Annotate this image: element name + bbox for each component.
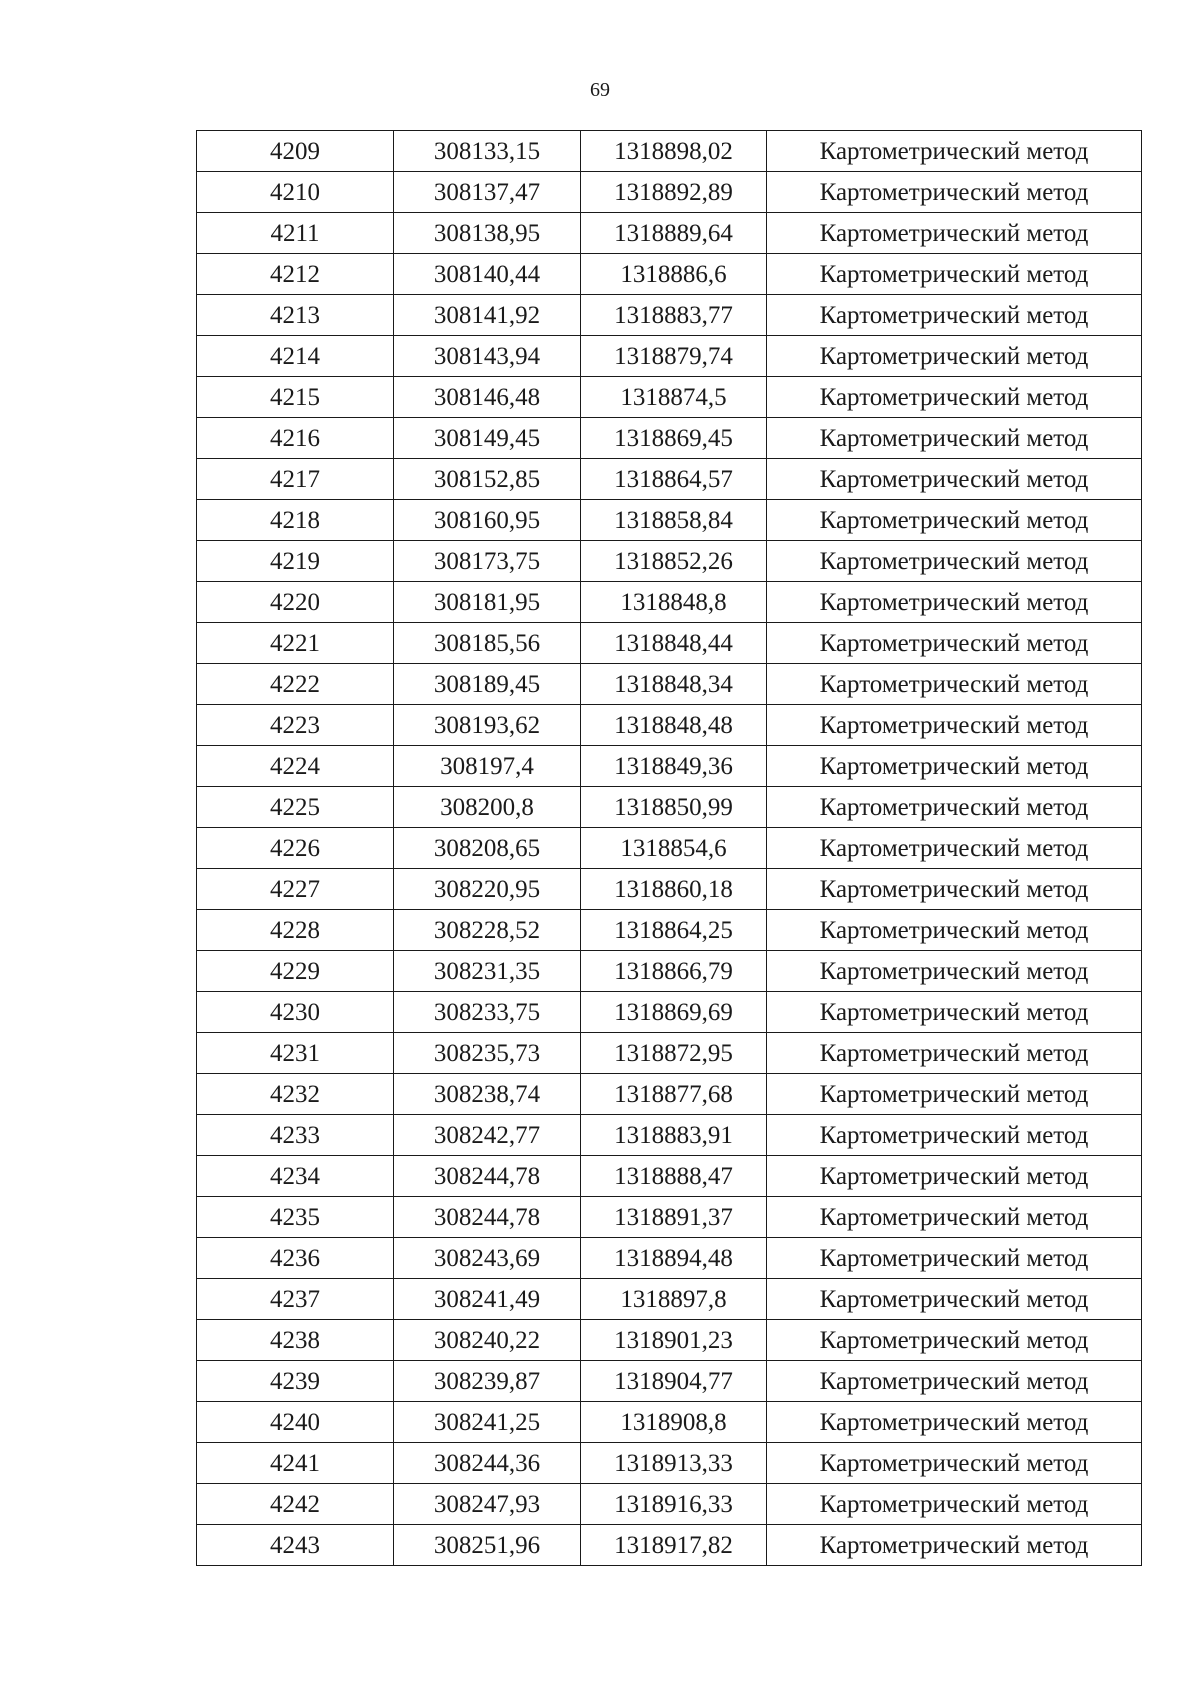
y-coordinate-cell: 1318858,84 <box>581 500 767 541</box>
y-coordinate-cell: 1318883,91 <box>581 1115 767 1156</box>
point-number-cell: 4233 <box>197 1115 394 1156</box>
method-cell: Картометрический метод <box>767 1320 1142 1361</box>
y-coordinate-cell: 1318869,45 <box>581 418 767 459</box>
point-number-cell: 4221 <box>197 623 394 664</box>
x-coordinate-cell: 308133,15 <box>394 131 581 172</box>
point-number-cell: 4227 <box>197 869 394 910</box>
table-row <box>197 1361 1142 1402</box>
method-cell: Картометрический метод <box>767 664 1142 705</box>
method-cell: Картометрический метод <box>767 336 1142 377</box>
method-cell: Картометрический метод <box>767 623 1142 664</box>
point-number-cell: 4234 <box>197 1156 394 1197</box>
method-cell: Картометрический метод <box>767 541 1142 582</box>
table-row <box>197 1033 1142 1074</box>
x-coordinate-cell: 308185,56 <box>394 623 581 664</box>
x-coordinate-cell: 308243,69 <box>394 1238 581 1279</box>
point-number-cell: 4241 <box>197 1443 394 1484</box>
point-number-cell: 4222 <box>197 664 394 705</box>
method-cell: Картометрический метод <box>767 295 1142 336</box>
table-row <box>197 992 1142 1033</box>
method-cell: Картометрический метод <box>767 828 1142 869</box>
x-coordinate-cell: 308193,62 <box>394 705 581 746</box>
table-row <box>197 664 1142 705</box>
table-row <box>197 1402 1142 1443</box>
x-coordinate-cell: 308238,74 <box>394 1074 581 1115</box>
point-number-cell: 4243 <box>197 1525 394 1566</box>
point-number-cell: 4219 <box>197 541 394 582</box>
x-coordinate-cell: 308228,52 <box>394 910 581 951</box>
method-cell: Картометрический метод <box>767 213 1142 254</box>
point-number-cell: 4238 <box>197 1320 394 1361</box>
x-coordinate-cell: 308241,25 <box>394 1402 581 1443</box>
x-coordinate-cell: 308149,45 <box>394 418 581 459</box>
point-number-cell: 4215 <box>197 377 394 418</box>
table-row <box>197 1238 1142 1279</box>
point-number-cell: 4240 <box>197 1402 394 1443</box>
y-coordinate-cell: 1318894,48 <box>581 1238 767 1279</box>
y-coordinate-cell: 1318848,8 <box>581 582 767 623</box>
table-row <box>197 1484 1142 1525</box>
table-row <box>197 787 1142 828</box>
table-row <box>197 1156 1142 1197</box>
table-row <box>197 131 1142 172</box>
point-number-cell: 4217 <box>197 459 394 500</box>
page-number: 69 <box>590 79 610 101</box>
coordinates-table <box>196 130 1142 1566</box>
y-coordinate-cell: 1318877,68 <box>581 1074 767 1115</box>
table-row <box>197 951 1142 992</box>
method-cell: Картометрический метод <box>767 1156 1142 1197</box>
point-number-cell: 4232 <box>197 1074 394 1115</box>
x-coordinate-cell: 308138,95 <box>394 213 581 254</box>
x-coordinate-cell: 308200,8 <box>394 787 581 828</box>
table-row <box>197 1115 1142 1156</box>
point-number-cell: 4210 <box>197 172 394 213</box>
y-coordinate-cell: 1318916,33 <box>581 1484 767 1525</box>
y-coordinate-cell: 1318901,23 <box>581 1320 767 1361</box>
table-row <box>197 172 1142 213</box>
y-coordinate-cell: 1318908,8 <box>581 1402 767 1443</box>
table-row <box>197 213 1142 254</box>
method-cell: Картометрический метод <box>767 418 1142 459</box>
point-number-cell: 4231 <box>197 1033 394 1074</box>
method-cell: Картометрический метод <box>767 500 1142 541</box>
method-cell: Картометрический метод <box>767 1197 1142 1238</box>
point-number-cell: 4211 <box>197 213 394 254</box>
x-coordinate-cell: 308235,73 <box>394 1033 581 1074</box>
x-coordinate-cell: 308244,78 <box>394 1156 581 1197</box>
y-coordinate-cell: 1318904,77 <box>581 1361 767 1402</box>
y-coordinate-cell: 1318848,44 <box>581 623 767 664</box>
x-coordinate-cell: 308231,35 <box>394 951 581 992</box>
y-coordinate-cell: 1318917,82 <box>581 1525 767 1566</box>
y-coordinate-cell: 1318864,57 <box>581 459 767 500</box>
method-cell: Картометрический метод <box>767 1525 1142 1566</box>
y-coordinate-cell: 1318886,6 <box>581 254 767 295</box>
x-coordinate-cell: 308241,49 <box>394 1279 581 1320</box>
x-coordinate-cell: 308189,45 <box>394 664 581 705</box>
method-cell: Картометрический метод <box>767 869 1142 910</box>
y-coordinate-cell: 1318869,69 <box>581 992 767 1033</box>
method-cell: Картометрический метод <box>767 992 1142 1033</box>
table-row <box>197 1443 1142 1484</box>
x-coordinate-cell: 308160,95 <box>394 500 581 541</box>
x-coordinate-cell: 308239,87 <box>394 1361 581 1402</box>
coordinates-table-body <box>197 131 1142 1566</box>
method-cell: Картометрический метод <box>767 787 1142 828</box>
point-number-cell: 4224 <box>197 746 394 787</box>
table-row <box>197 1197 1142 1238</box>
y-coordinate-cell: 1318879,74 <box>581 336 767 377</box>
point-number-cell: 4209 <box>197 131 394 172</box>
table-row <box>197 541 1142 582</box>
table-row <box>197 705 1142 746</box>
point-number-cell: 4237 <box>197 1279 394 1320</box>
y-coordinate-cell: 1318864,25 <box>581 910 767 951</box>
x-coordinate-cell: 308152,85 <box>394 459 581 500</box>
table-row <box>197 1525 1142 1566</box>
table-row <box>197 623 1142 664</box>
x-coordinate-cell: 308140,44 <box>394 254 581 295</box>
y-coordinate-cell: 1318854,6 <box>581 828 767 869</box>
table-row <box>197 1279 1142 1320</box>
point-number-cell: 4235 <box>197 1197 394 1238</box>
point-number-cell: 4212 <box>197 254 394 295</box>
y-coordinate-cell: 1318850,99 <box>581 787 767 828</box>
y-coordinate-cell: 1318892,89 <box>581 172 767 213</box>
method-cell: Картометрический метод <box>767 1238 1142 1279</box>
point-number-cell: 4214 <box>197 336 394 377</box>
x-coordinate-cell: 308143,94 <box>394 336 581 377</box>
point-number-cell: 4213 <box>197 295 394 336</box>
y-coordinate-cell: 1318848,48 <box>581 705 767 746</box>
x-coordinate-cell: 308240,22 <box>394 1320 581 1361</box>
y-coordinate-cell: 1318913,33 <box>581 1443 767 1484</box>
method-cell: Картометрический метод <box>767 1033 1142 1074</box>
table-row <box>197 418 1142 459</box>
method-cell: Картометрический метод <box>767 1484 1142 1525</box>
x-coordinate-cell: 308244,36 <box>394 1443 581 1484</box>
y-coordinate-cell: 1318888,47 <box>581 1156 767 1197</box>
method-cell: Картометрический метод <box>767 910 1142 951</box>
x-coordinate-cell: 308141,92 <box>394 295 581 336</box>
point-number-cell: 4220 <box>197 582 394 623</box>
point-number-cell: 4228 <box>197 910 394 951</box>
point-number-cell: 4225 <box>197 787 394 828</box>
method-cell: Картометрический метод <box>767 254 1142 295</box>
table-row <box>197 500 1142 541</box>
y-coordinate-cell: 1318852,26 <box>581 541 767 582</box>
y-coordinate-cell: 1318897,8 <box>581 1279 767 1320</box>
point-number-cell: 4236 <box>197 1238 394 1279</box>
point-number-cell: 4239 <box>197 1361 394 1402</box>
y-coordinate-cell: 1318874,5 <box>581 377 767 418</box>
method-cell: Картометрический метод <box>767 1115 1142 1156</box>
point-number-cell: 4218 <box>197 500 394 541</box>
table-row <box>197 582 1142 623</box>
table-row <box>197 746 1142 787</box>
table-row <box>197 869 1142 910</box>
method-cell: Картометрический метод <box>767 172 1142 213</box>
table-row <box>197 1074 1142 1115</box>
method-cell: Картометрический метод <box>767 377 1142 418</box>
y-coordinate-cell: 1318883,77 <box>581 295 767 336</box>
method-cell: Картометрический метод <box>767 459 1142 500</box>
y-coordinate-cell: 1318860,18 <box>581 869 767 910</box>
x-coordinate-cell: 308181,95 <box>394 582 581 623</box>
method-cell: Картометрический метод <box>767 582 1142 623</box>
method-cell: Картометрический метод <box>767 705 1142 746</box>
point-number-cell: 4223 <box>197 705 394 746</box>
y-coordinate-cell: 1318872,95 <box>581 1033 767 1074</box>
x-coordinate-cell: 308242,77 <box>394 1115 581 1156</box>
method-cell: Картометрический метод <box>767 951 1142 992</box>
y-coordinate-cell: 1318898,02 <box>581 131 767 172</box>
table-row <box>197 828 1142 869</box>
x-coordinate-cell: 308247,93 <box>394 1484 581 1525</box>
table-row <box>197 295 1142 336</box>
x-coordinate-cell: 308251,96 <box>394 1525 581 1566</box>
table-row <box>197 910 1142 951</box>
method-cell: Картометрический метод <box>767 746 1142 787</box>
x-coordinate-cell: 308244,78 <box>394 1197 581 1238</box>
table-row <box>197 1320 1142 1361</box>
method-cell: Картометрический метод <box>767 1402 1142 1443</box>
table-row <box>197 459 1142 500</box>
x-coordinate-cell: 308146,48 <box>394 377 581 418</box>
table-row <box>197 377 1142 418</box>
x-coordinate-cell: 308173,75 <box>394 541 581 582</box>
point-number-cell: 4226 <box>197 828 394 869</box>
x-coordinate-cell: 308233,75 <box>394 992 581 1033</box>
method-cell: Картометрический метод <box>767 1074 1142 1115</box>
x-coordinate-cell: 308208,65 <box>394 828 581 869</box>
x-coordinate-cell: 308220,95 <box>394 869 581 910</box>
y-coordinate-cell: 1318849,36 <box>581 746 767 787</box>
point-number-cell: 4230 <box>197 992 394 1033</box>
point-number-cell: 4242 <box>197 1484 394 1525</box>
table-row <box>197 336 1142 377</box>
y-coordinate-cell: 1318848,34 <box>581 664 767 705</box>
y-coordinate-cell: 1318889,64 <box>581 213 767 254</box>
method-cell: Картометрический метод <box>767 1279 1142 1320</box>
method-cell: Картометрический метод <box>767 1443 1142 1484</box>
y-coordinate-cell: 1318891,37 <box>581 1197 767 1238</box>
point-number-cell: 4229 <box>197 951 394 992</box>
method-cell: Картометрический метод <box>767 1361 1142 1402</box>
x-coordinate-cell: 308197,4 <box>394 746 581 787</box>
table-row <box>197 254 1142 295</box>
method-cell: Картометрический метод <box>767 131 1142 172</box>
point-number-cell: 4216 <box>197 418 394 459</box>
x-coordinate-cell: 308137,47 <box>394 172 581 213</box>
y-coordinate-cell: 1318866,79 <box>581 951 767 992</box>
